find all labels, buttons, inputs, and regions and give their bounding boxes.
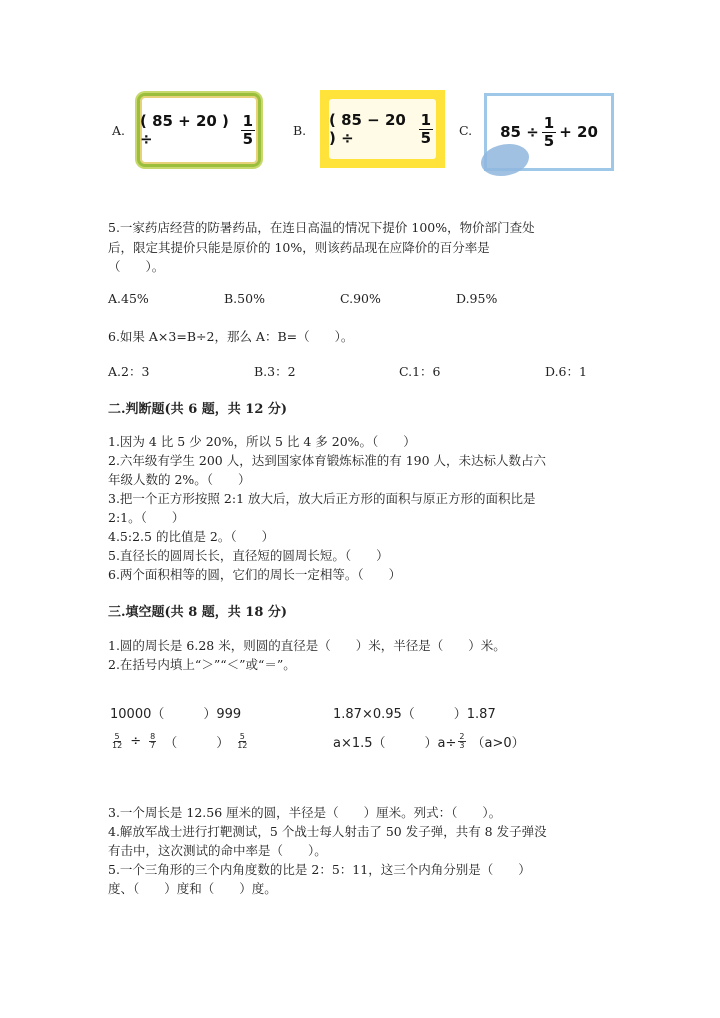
option-a-expression: ( 85 + 20 ) ÷ (140, 112, 229, 148)
q6-option-a: A.2：3 (108, 364, 150, 379)
option-b-frame (320, 90, 445, 168)
s3-q3: 3.一个周长是 12.56 厘米的圆，半径是（ ）厘米。列式：（ ）。 (108, 805, 502, 820)
divide-sign: ÷ (130, 734, 142, 749)
option-a-frame (137, 93, 261, 167)
option-a-fraction: $\frac{1}{5}$ (242, 111, 253, 148)
option-b-expression: ( 85 − 20 ) ÷ (329, 111, 406, 147)
s2-line-4: 3.把一个正方形按照 2:1 放大后，放大后正方形的面积与原正方形的面积比是 (108, 491, 536, 506)
compare-blank: （ ） (164, 736, 230, 751)
compare-row2-right (333, 732, 525, 751)
option-c-fraction: $\frac{1}{5}$ (543, 113, 555, 150)
condition-a-positive: （a>0） (471, 736, 525, 751)
s3-q5-line-1: 5.一个三角形的三个内角度数的比是 2：5：11，这三个内角分别是（ ） (108, 862, 531, 877)
q5-line-2: 后，限定其提价只能是原价的 10%，则该药品现在应降价的百分率是 (108, 240, 490, 255)
s3-q4-line-1: 4.解放军战士进行打靶测试，5 个战士每人射击了 50 发子弹，共有 8 发子弹没 (108, 824, 547, 839)
s2-line-1: 1.因为 4 比 5 少 20%，所以 5 比 4 多 20%。（ ） (108, 434, 416, 449)
s3-q4-line-2: 有击中，这次测试的命中率是（ ）。 (108, 843, 327, 858)
leaf-decoration (481, 144, 529, 176)
s3-q1: 1.圆的周长是 6.28 米，则圆的直径是（ ）米，半径是（ ）米。 (108, 638, 506, 653)
s3-q2: 2.在括号内填上“＞”“＜”或“＝”。 (108, 657, 296, 672)
s2-line-8: 6.两个面积相等的圆，它们的周长一定相等。（ ） (108, 567, 402, 582)
compare-row1-left: 10000（ ）999 (110, 707, 242, 722)
option-b-fraction: $\frac{1}{5}$ (420, 110, 431, 147)
s2-line-5: 2:1。（ ） (108, 510, 185, 525)
fraction-2-3: $\frac{2}{3}$ (459, 732, 465, 750)
s2-line-6: 4.5:2.5 的比值是 2。（ ） (108, 529, 275, 544)
q5-option-c: C.90% (340, 291, 381, 306)
s2-line-2: 2.六年级有学生 200 人，达到国家体育锻炼标准的有 190 人，未达标人数占六 (108, 453, 547, 468)
option-b-label: B. (293, 123, 307, 138)
option-c-frame (484, 93, 614, 171)
fraction-5-12-b: 5 12 (237, 732, 248, 750)
q5-line-1: 5.一家药店经营的防暑药品，在连日高温的情况下提价 100%，物价部门查处 (108, 220, 535, 235)
q5-option-a: A.45% (108, 291, 149, 306)
s2-line-7: 5.直径长的圆周长长，直径短的圆周长短。（ ） (108, 548, 389, 563)
section-3-title: 三.填空题(共 8 题，共 18 分) (108, 605, 288, 620)
compare-row1-right: 1.87×0.95（ ）1.87 (333, 707, 496, 722)
fraction-5-12-a: $\frac{5}{12}$ (112, 732, 123, 750)
section-2-title: 二.判断题(共 6 题，共 12 分) (108, 402, 288, 417)
compare-row2-left (110, 732, 249, 751)
q5-line-3: （ ）。 (108, 259, 165, 274)
option-c-label: C. (459, 123, 473, 138)
q6-option-c: C.1：6 (399, 364, 441, 379)
option-c-expression-left: 85 ÷ (500, 123, 539, 141)
q6-question: 6.如果 A×3=B÷2，那么 A：B=（ ）。 (108, 329, 354, 344)
fraction-8-7: $\frac{8}{7}$ (150, 732, 156, 750)
s3-q5-line-2: 度、（ ）度和（ ）度。 (108, 881, 277, 896)
option-a-label: A. (112, 123, 126, 138)
s2-line-3: 年级人数的 2%。（ ） (108, 472, 251, 487)
q6-option-d: D.6：1 (545, 364, 587, 379)
q6-option-b: B.3：2 (254, 364, 296, 379)
q5-option-d: D.95% (456, 291, 498, 306)
option-c-expression-right: + 20 (559, 123, 598, 141)
q5-option-b: B.50% (224, 291, 265, 306)
compare-row2-right-expr: a×1.5（ ）a÷ (333, 736, 457, 751)
